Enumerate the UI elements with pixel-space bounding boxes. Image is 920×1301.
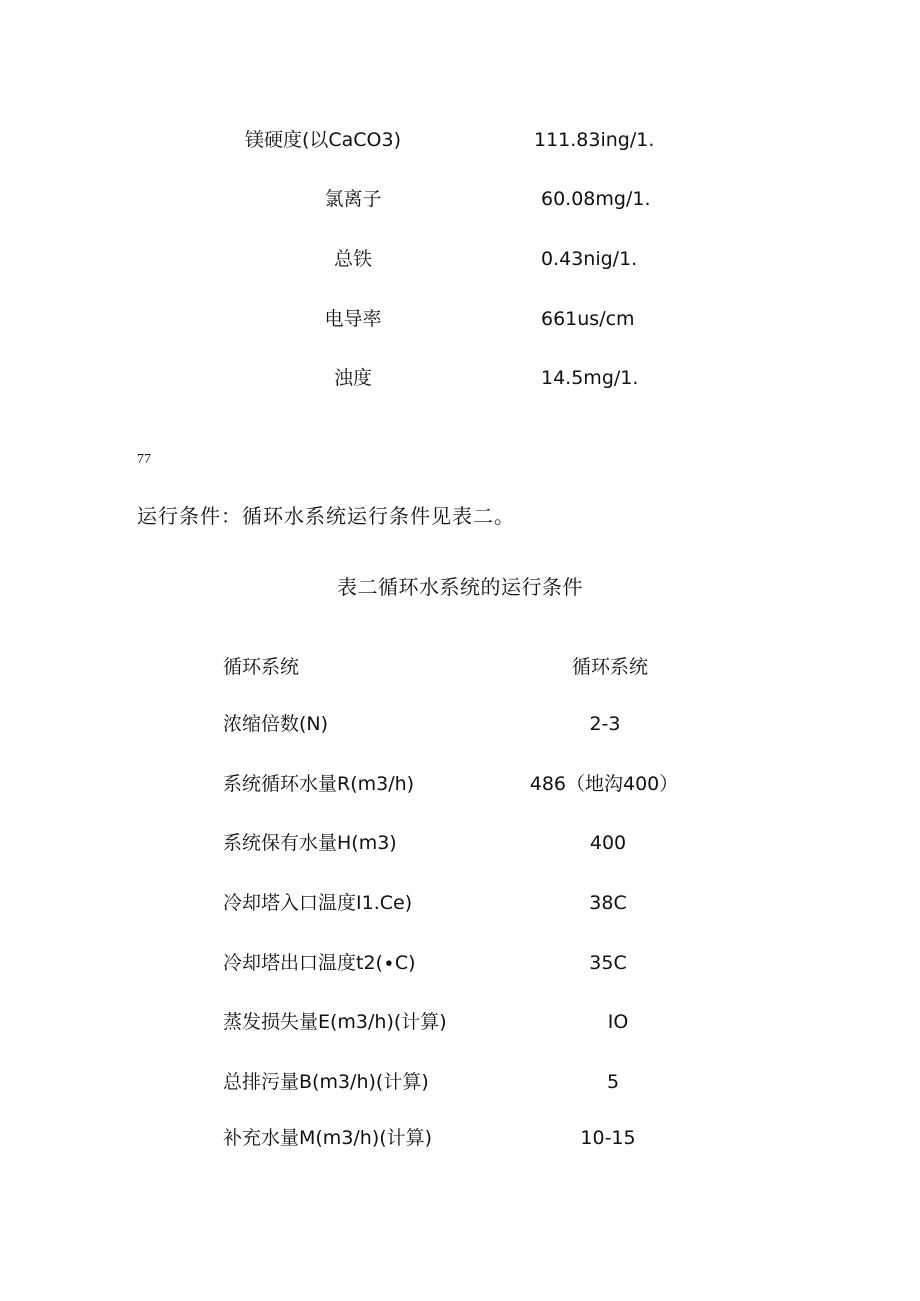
table1-row-name: 氯离子 [324, 188, 382, 210]
table2-row-name: 系统循环水量R(m3∕h) [223, 773, 415, 795]
table2-row-name: 蒸发损失量E(m3∕h)(计算) [223, 1011, 447, 1033]
table2-row-name: 系统保有水量H(m3) [223, 832, 397, 854]
table2-row-value: 400 [589, 832, 627, 854]
table2-row-value: 2-3 [589, 713, 621, 735]
table1-row-name: 镁硬度(以CaCO3) [244, 129, 402, 151]
table1-row-value: 111.83ing∕1. [534, 129, 655, 151]
table2-row-name: 冷却塔入口温度I1.Ce) [223, 892, 413, 914]
table2-row-name: 冷却塔出口温度t2(∙C) [223, 952, 416, 974]
table1-row-value: 0.43nig∕1. [541, 248, 638, 270]
table2-row-value: 5 [606, 1071, 620, 1093]
table2-row-value: 38C [589, 892, 627, 914]
table-caption: 表二循环水系统的运行条件 [337, 575, 583, 599]
table2-row-name: 浓缩倍数(N) [223, 713, 329, 735]
table1-row-name: 浊度 [333, 367, 372, 389]
table2-row-name: 总排污量B(m3∕h)(计算) [223, 1071, 429, 1093]
table1-row-value: 14.5mg/1. [541, 367, 639, 389]
table1-row-value: 60.08mg∕1. [541, 188, 651, 210]
table1-row-value: 661us∕cm [541, 308, 635, 330]
operating-conditions-paragraph: 运行条件：循环水系统运行条件见表二。 [137, 504, 515, 528]
table1-row-name: 电导率 [324, 308, 382, 330]
table2-row-value: 10-15 [580, 1127, 636, 1149]
table1-row-name: 总铁 [333, 248, 372, 270]
table2-row-value: 35C [589, 952, 627, 974]
table2-header-value: 循环系统 [571, 656, 648, 678]
table2-row-value: IO [607, 1011, 629, 1033]
table2-row-value: 486（地沟400） [529, 773, 679, 795]
table2-header-name: 循环系统 [223, 656, 300, 678]
table2-row-name: 补充水量M(m3∕h)(计算) [223, 1127, 433, 1149]
page-number: 77 [137, 452, 151, 467]
